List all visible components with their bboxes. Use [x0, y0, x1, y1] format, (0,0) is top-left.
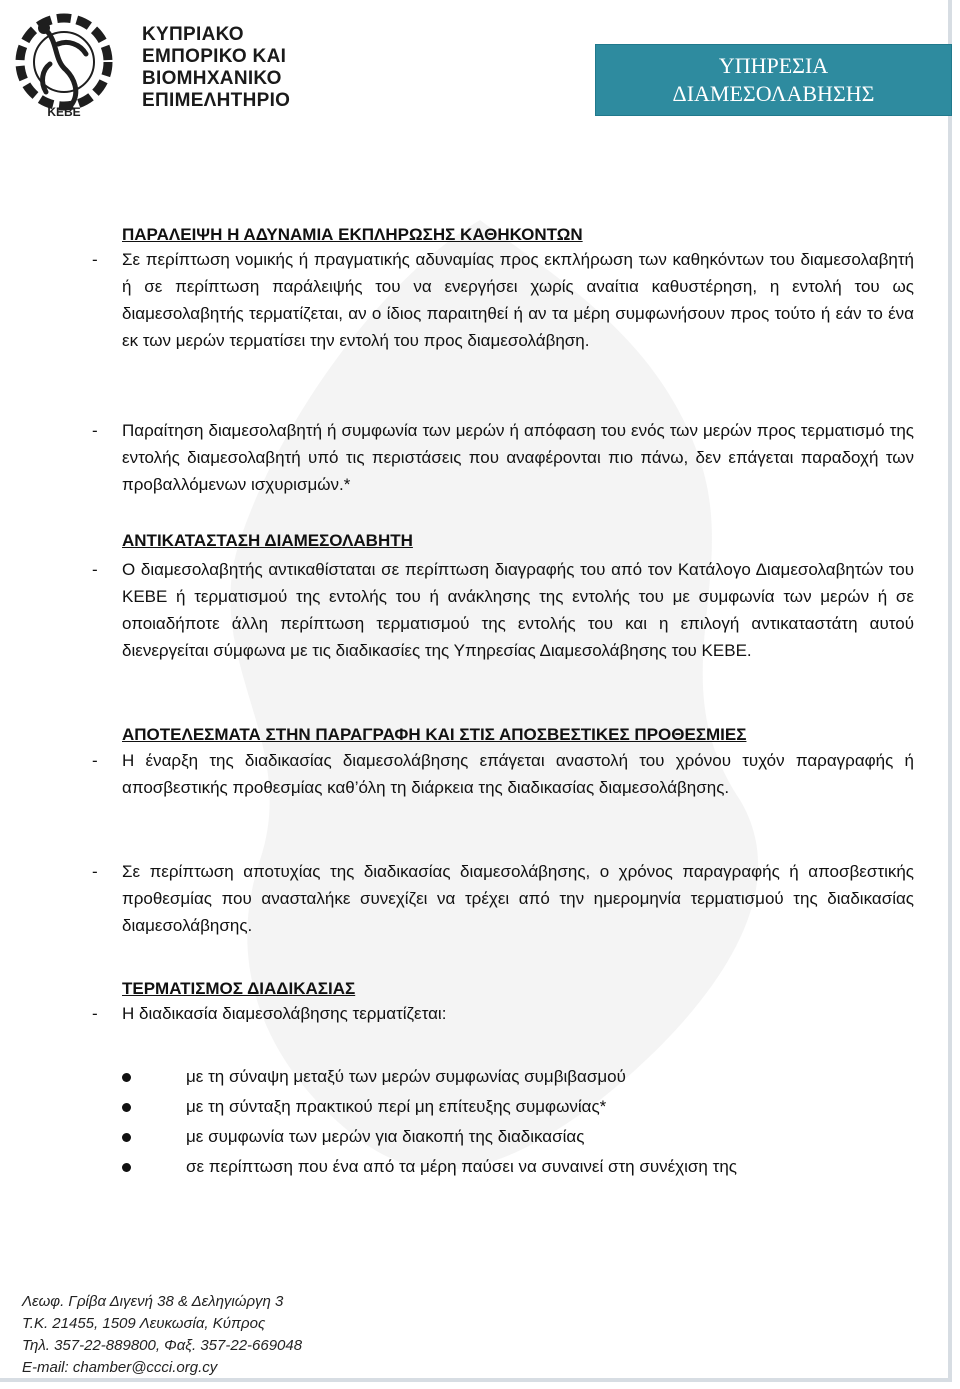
dash-marker: -	[92, 751, 98, 770]
org-name-line: ΚΥΠΡΙΑΚΟ	[142, 24, 244, 45]
chamber-logo	[6, 0, 124, 122]
logo-text: ΚΕΒΕ	[47, 105, 81, 119]
footer-address	[22, 1291, 302, 1379]
footer-postal: Τ.Κ. 21455, 1509 Λευκωσία, Κύπρος	[22, 1315, 266, 1332]
paragraph-effects-1: Η έναρξη της διαδικασίας διαμεσολάβησης επάγεται αναστολή του χρόνου τυχόν παραγραφής ή αποσβεστικής προθεσμίας καθ’όλη τη διάρκεια της διαδικασίας διαμεσολάβησης.	[122, 751, 914, 797]
list-item	[122, 1122, 922, 1152]
org-name-line: ΒΙΟΜΗΧΑΝΙΚΟ	[142, 68, 282, 89]
section-heading-termination: ΤΕΡΜΑΤΙΣΜΟΣ ΔΙΑΔΙΚΑΣΙΑΣ	[122, 979, 356, 998]
paragraph-effects-2: Σε περίπτωση αποτυχίας της διαδικασίας διαμεσολάβησης, ο χρόνος παραγραφής ή αποσβεστικής προθεσμίας που ανασταλήκε συνεχίζει να τρέχει από την ημερομηνία τερματισμού της διαδικασίας διαμεσολάβησης.	[122, 862, 914, 935]
footer-email[interactable]: E-mail: chamber@ccci.org.cy	[22, 1359, 218, 1376]
dash-marker: -	[92, 1004, 98, 1023]
termination-bullet-list	[122, 1062, 922, 1182]
org-name	[142, 24, 290, 112]
footer-street: Λεωφ. Γρίβα Διγενή 38 & Δεληγιώργη 3	[22, 1293, 284, 1310]
dash-marker: -	[92, 560, 98, 579]
bullet-icon	[122, 1133, 131, 1142]
org-name-line: ΕΜΠΟΡΙΚΟ ΚΑΙ	[142, 46, 287, 67]
dash-marker: -	[92, 862, 98, 881]
list-item-text: με τη σύνταξη πρακτικού περί μη επίτευξης συμφωνίας*	[186, 1097, 607, 1116]
paragraph-termination: Η διαδικασία διαμεσολάβησης τερματίζεται:	[122, 1004, 447, 1023]
paragraph-omission-1: Σε περίπτωση νομικής ή πραγματικής αδυναμίας προς εκπλήρωση των καθηκόντων του διαμεσολαβητή ή σε περίπτωση παράλειψής του να ενεργήσει χωρίς αναίτια καθυστέρηση, η εντολή του ως διαμεσολαβητής τερματίζεται, αν ο ίδιος παραιτηθεί ή αν τα μέρη συμφωνήσουν προς τούτο ή εάν το ένα εκ των μερών τερματίσει την εντολή του προς διαμεσολάβηση.	[122, 250, 914, 350]
list-item	[122, 1062, 922, 1092]
bullet-icon	[122, 1163, 131, 1172]
service-title-line1: ΥΠΗΡΕΣΙΑ	[718, 53, 829, 78]
list-item	[122, 1152, 922, 1182]
dash-marker: -	[92, 250, 98, 269]
section-heading-omission: ΠΑΡΑΛΕΙΨΗ Η ΑΔΥΝΑΜΙΑ ΕΚΠΛΗΡΩΣΗΣ ΚΑΘΗΚΟΝΤΩΝ	[122, 225, 583, 244]
footer-phone: Τηλ. 357-22-889800, Φαξ. 357-22-669048	[22, 1337, 303, 1354]
service-title-box	[595, 44, 952, 116]
bullet-icon	[122, 1103, 131, 1112]
list-item-text: με συμφωνία των μερών για διακοπή της διαδικασίας	[186, 1127, 585, 1146]
service-title-line2: ΔΙΑΜΕΣΟΛΑΒΗΣΗΣ	[672, 81, 875, 106]
list-item-text: σε περίπτωση που ένα από τα μέρη παύσει να συναινεί στη συνέχιση της	[186, 1157, 737, 1176]
list-item	[122, 1092, 922, 1122]
list-item-text: με τη σύναψη μεταξύ των μερών συμφωνίας συμβιβασμού	[186, 1067, 626, 1086]
org-name-line: ΕΠΙΜΕΛΗΤΗΡΙΟ	[142, 90, 291, 111]
dash-marker: -	[92, 421, 98, 440]
paragraph-omission-2: Παραίτηση διαμεσολαβητή ή συμφωνία των μερών ή απόφαση του ενός των μερών προς τερματισμό της εντολής διαμεσολαβητή υπό τις περιστάσεις που αναφέρονται πιο πάνω, δεν επάγεται παραδοχή των προβαλλόμενων ισχυρισμών.*	[122, 421, 914, 494]
section-heading-effects: ΑΠΟΤΕΛΕΣΜΑΤΑ ΣΤΗΝ ΠΑΡΑΓΡΑΦΗ ΚΑΙ ΣΤΙΣ ΑΠΟΣΒΕΣΤΙΚΕΣ ΠΡΟΘΕΣΜΙΕΣ	[122, 725, 747, 744]
bullet-icon	[122, 1073, 131, 1082]
section-heading-replacement: ΑΝΤΙΚΑΤΑΣΤΑΣΗ ΔΙΑΜΕΣΟΛΑΒΗΤΗ	[122, 531, 413, 550]
paragraph-replacement: Ο διαμεσολαβητής αντικαθίσταται σε περίπτωση διαγραφής του από τον Κατάλογο Διαμεσολαβητών του ΚΕΒΕ ή τερματισμού της εντολής του ή ανάκλησης της εντολής του με συμφωνία των μερών ή σε οποιαδήποτε άλλη περίπτωση τερματισμού της εντολής του και η επιλογή αντικαταστάτη αυτού διενεργείται σύμφωνα με τις διαδικασίες της Υπηρεσίας Διαμεσολάβησης του ΚΕΒΕ.	[122, 560, 914, 660]
